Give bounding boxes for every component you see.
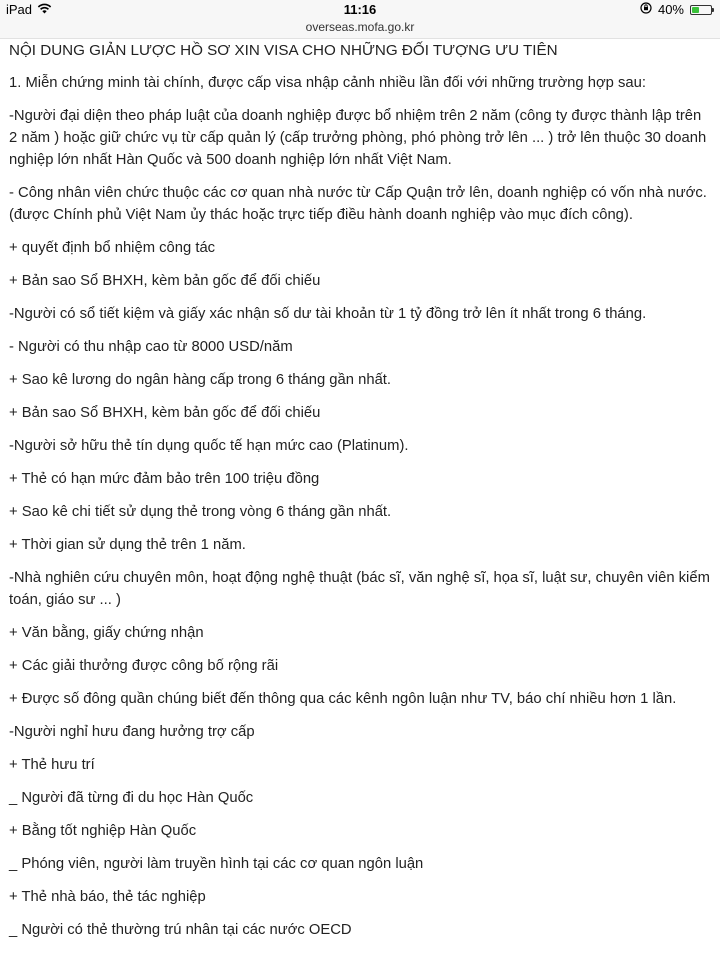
paragraph: + Thời gian sử dụng thẻ trên 1 năm.: [9, 537, 246, 553]
status-bar: [0, 0, 720, 20]
clock: 11:16: [343, 2, 377, 17]
url-text: overseas.mofa.go.kr: [305, 20, 415, 34]
paragraph: + Bản sao Sổ BHXH, kèm bản gốc để đối chiếu: [9, 405, 321, 421]
address-bar[interactable]: [0, 20, 720, 39]
battery-percent: 40%: [657, 2, 684, 17]
paragraph: + Sao kê chi tiết sử dụng thẻ trong vòng 6 tháng gần nhất.: [9, 504, 392, 520]
paragraph: + Thẻ có hạn mức đảm bảo trên 100 triệu đồng: [9, 471, 320, 487]
page-title: NỘI DUNG GIẢN LƯỢC HỒ SƠ XIN VISA CHO NHỮNG ĐỐI TƯỢNG ƯU TIÊN: [9, 42, 558, 59]
paragraph: + Văn bằng, giấy chứng nhận: [9, 625, 204, 641]
battery-level-fill: [692, 7, 699, 13]
paragraph: -Người nghỉ hưu đang hưởng trợ cấp: [9, 724, 255, 740]
orientation-lock-icon: [640, 2, 652, 17]
paragraph: + Được số đông quần chúng biết đến thông qua các kênh ngôn luận như TV, báo chí nhiều hơn 1 lần.: [9, 691, 677, 707]
paragraph: + Thẻ hưu trí: [9, 757, 95, 773]
device-name: iPad: [6, 2, 33, 17]
paragraph: -Người có sổ tiết kiệm và giấy xác nhận số dư tài khoản từ 1 tỷ đồng trở lên ít nhất trong 6 tháng.: [9, 306, 647, 322]
paragraph: + Sao kê lương do ngân hàng cấp trong 6 tháng gần nhất.: [9, 372, 392, 388]
status-bar-right: [640, 2, 712, 17]
paragraph: -Nhà nghiên cứu chuyên môn, hoạt động nghệ thuật (bác sĩ, văn nghệ sĩ, họa sĩ, luật sư, chuyên viên kiểm toán, giáo sư ... ): [9, 570, 710, 608]
paragraph: + Bằng tốt nghiệp Hàn Quốc: [9, 823, 197, 839]
page-content: [9, 40, 711, 952]
paragraph: _ Người đã từng đi du học Hàn Quốc: [9, 790, 254, 806]
paragraph: + Các giải thưởng được công bố rộng rãi: [9, 658, 279, 674]
paragraph: - Công nhân viên chức thuộc các cơ quan nhà nước từ Cấp Quận trở lên, doanh nghiệp có vốn nhà nước. (được Chính phủ Việt Nam ủy thác hoặc trực tiếp điều hành doanh nghiệp vào mục đích công).: [9, 185, 707, 223]
paragraph: 1. Miễn chứng minh tài chính, được cấp visa nhập cảnh nhiều lần đối với những trường hợp sau:: [9, 75, 646, 91]
battery-icon: [690, 5, 712, 15]
paragraph: + Bản sao Sổ BHXH, kèm bản gốc để đối chiếu: [9, 273, 321, 289]
paragraph: -Người sở hữu thẻ tín dụng quốc tế hạn mức cao (Platinum).: [9, 438, 409, 454]
paragraph: -Người đại diện theo pháp luật của doanh nghiệp được bổ nhiệm trên 2 năm (công ty được thành lập trên 2 năm ) hoặc giữ chức vụ từ cấp quản lý (cấp trưởng phòng, phó phòng trở lên ... ) trở lên thuộc 30 doanh nghiệp lớn nhất Hàn Quốc và 500 doanh nghiệp lớn nhất Việt Nam.: [9, 108, 707, 168]
paragraph: _ Phóng viên, người làm truyền hình tại các cơ quan ngôn luận: [9, 856, 424, 872]
paragraph-list: [9, 72, 711, 941]
paragraph: - Người có thu nhập cao từ 8000 USD/năm: [9, 339, 293, 355]
paragraph: + Thẻ nhà báo, thẻ tác nghiệp: [9, 889, 206, 905]
paragraph: _ Người có thẻ thường trú nhân tại các nước OECD: [9, 922, 352, 938]
paragraph: + quyết định bổ nhiệm công tác: [9, 240, 216, 256]
